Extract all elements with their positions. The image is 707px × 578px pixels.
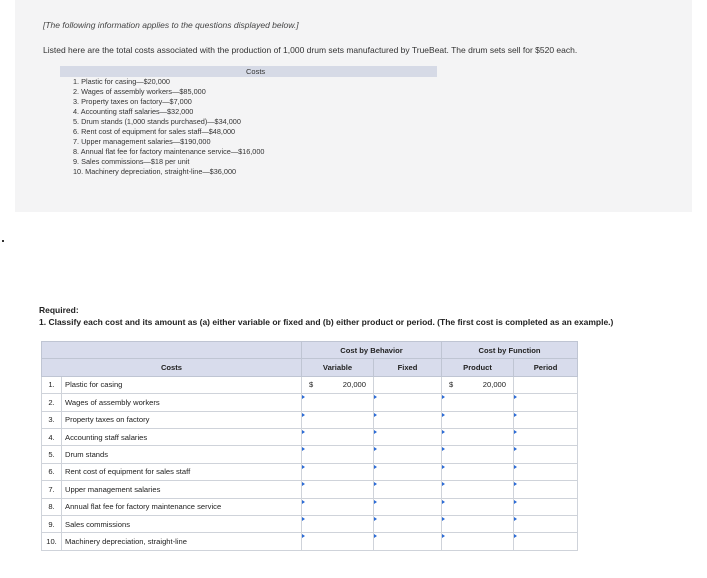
fixed-input[interactable] bbox=[374, 446, 442, 463]
cost-item: 10. Machinery depreciation, straight-line—$36,000 bbox=[73, 166, 237, 176]
fixed-cell bbox=[374, 376, 442, 393]
table-header-columns bbox=[42, 359, 578, 376]
row-label: Accounting staff salaries bbox=[62, 428, 302, 445]
cost-item: 9. Sales commissions—$18 per unit bbox=[73, 156, 190, 166]
header-product: Product bbox=[442, 359, 514, 376]
costs-header bbox=[60, 66, 437, 77]
fixed-input[interactable] bbox=[374, 394, 442, 411]
variable-input[interactable] bbox=[302, 428, 374, 445]
row-number: 4. bbox=[42, 428, 62, 445]
table-row bbox=[42, 463, 578, 480]
variable-amount: 20,000 bbox=[342, 380, 366, 390]
product-input[interactable] bbox=[442, 411, 514, 428]
row-label: Plastic for casing bbox=[62, 376, 302, 393]
product-input[interactable] bbox=[442, 446, 514, 463]
fixed-input[interactable] bbox=[374, 411, 442, 428]
period-input[interactable] bbox=[514, 394, 578, 411]
period-input[interactable] bbox=[514, 515, 578, 532]
product-input[interactable] bbox=[442, 515, 514, 532]
cost-item: 6. Rent cost of equipment for sales staff—$48,000 bbox=[73, 126, 236, 136]
variable-input[interactable] bbox=[302, 498, 374, 515]
row-number: 7. bbox=[42, 481, 62, 498]
table-row bbox=[42, 376, 578, 393]
header-variable: Variable bbox=[302, 359, 374, 376]
row-label: Property taxes on factory bbox=[62, 411, 302, 428]
cost-list bbox=[73, 77, 264, 177]
product-input[interactable] bbox=[442, 533, 514, 550]
product-input[interactable] bbox=[442, 463, 514, 480]
period-input[interactable] bbox=[514, 463, 578, 480]
period-input[interactable] bbox=[514, 498, 578, 515]
row-number: 2. bbox=[42, 394, 62, 411]
variable-input[interactable] bbox=[302, 533, 374, 550]
product-input[interactable] bbox=[442, 481, 514, 498]
row-number: 8. bbox=[42, 498, 62, 515]
cost-item: 2. Wages of assembly workers—$85,000 bbox=[73, 86, 206, 96]
cost-item: 8. Annual flat fee for factory maintenance service—$16,000 bbox=[73, 146, 265, 156]
row-label: Annual flat fee for factory maintenance service bbox=[62, 498, 302, 515]
required-instruction: 1. Classify each cost and its amount as (a) either variable or fixed and (b) either product or period. (The first cost is completed as an example.) bbox=[39, 317, 614, 327]
product-input[interactable] bbox=[442, 428, 514, 445]
info-panel bbox=[15, 0, 692, 212]
header-blank bbox=[42, 342, 302, 359]
fixed-input[interactable] bbox=[374, 463, 442, 480]
row-label: Drum stands bbox=[62, 446, 302, 463]
row-number: 5. bbox=[42, 446, 62, 463]
table-row bbox=[42, 481, 578, 498]
fixed-input[interactable] bbox=[374, 515, 442, 532]
row-label: Wages of assembly workers bbox=[62, 394, 302, 411]
variable-input[interactable] bbox=[302, 411, 374, 428]
currency-symbol: $ bbox=[309, 380, 314, 390]
table-row bbox=[42, 411, 578, 428]
period-input[interactable] bbox=[514, 428, 578, 445]
variable-input[interactable] bbox=[302, 481, 374, 498]
row-label: Sales commissions bbox=[62, 515, 302, 532]
period-input[interactable] bbox=[514, 533, 578, 550]
costs-header-label: Costs bbox=[246, 67, 266, 76]
table-row bbox=[42, 515, 578, 532]
product-amount: 20,000 bbox=[482, 380, 507, 390]
product-input[interactable] bbox=[442, 498, 514, 515]
product-input[interactable] bbox=[442, 394, 514, 411]
table-row bbox=[42, 533, 578, 550]
period-input[interactable] bbox=[514, 446, 578, 463]
currency-symbol: $ bbox=[449, 380, 454, 390]
variable-input[interactable] bbox=[302, 463, 374, 480]
info-text: Listed here are the total costs associated with the production of 1,000 drum sets manufactured by TrueBeat. The drum sets sell for $520 each. bbox=[43, 45, 578, 55]
header-cost-by-behavior: Cost by Behavior bbox=[302, 342, 442, 359]
variable-input[interactable] bbox=[302, 394, 374, 411]
cost-item: 5. Drum stands (1,000 stands purchased)—$34,000 bbox=[73, 116, 241, 126]
row-number: 9. bbox=[42, 515, 62, 532]
row-label: Machinery depreciation, straight-line bbox=[62, 533, 302, 550]
cost-item: 1. Plastic for casing—$20,000 bbox=[73, 77, 170, 86]
variable-input[interactable] bbox=[302, 446, 374, 463]
row-number: 1. bbox=[42, 376, 62, 393]
fixed-input[interactable] bbox=[374, 481, 442, 498]
table-row bbox=[42, 498, 578, 515]
row-number: 10. bbox=[42, 533, 62, 550]
period-input[interactable] bbox=[514, 481, 578, 498]
required-title: Required: bbox=[39, 305, 79, 315]
fixed-input[interactable] bbox=[374, 533, 442, 550]
row-label: Rent cost of equipment for sales staff bbox=[62, 463, 302, 480]
cost-item: 3. Property taxes on factory—$7,000 bbox=[73, 96, 192, 106]
cost-item: 4. Accounting staff salaries—$32,000 bbox=[73, 106, 194, 116]
table-row bbox=[42, 446, 578, 463]
table-header-groups bbox=[42, 342, 578, 359]
classification-table bbox=[41, 341, 578, 551]
variable-cell bbox=[302, 376, 374, 393]
header-fixed: Fixed bbox=[374, 359, 442, 376]
header-cost-by-function: Cost by Function bbox=[442, 342, 578, 359]
header-costs: Costs bbox=[42, 359, 302, 376]
table-row bbox=[42, 428, 578, 445]
table-row bbox=[42, 394, 578, 411]
header-period: Period bbox=[514, 359, 578, 376]
period-cell bbox=[514, 376, 578, 393]
row-number: 3. bbox=[42, 411, 62, 428]
fixed-input[interactable] bbox=[374, 498, 442, 515]
product-cell bbox=[442, 376, 514, 393]
variable-input[interactable] bbox=[302, 515, 374, 532]
fixed-input[interactable] bbox=[374, 428, 442, 445]
info-title: [The following information applies to the questions displayed below.] bbox=[43, 20, 299, 30]
period-input[interactable] bbox=[514, 411, 578, 428]
cost-item: 7. Upper management salaries—$190,000 bbox=[73, 136, 211, 146]
row-number: 6. bbox=[42, 463, 62, 480]
row-label: Upper management salaries bbox=[62, 481, 302, 498]
bullet-dot bbox=[2, 240, 4, 242]
